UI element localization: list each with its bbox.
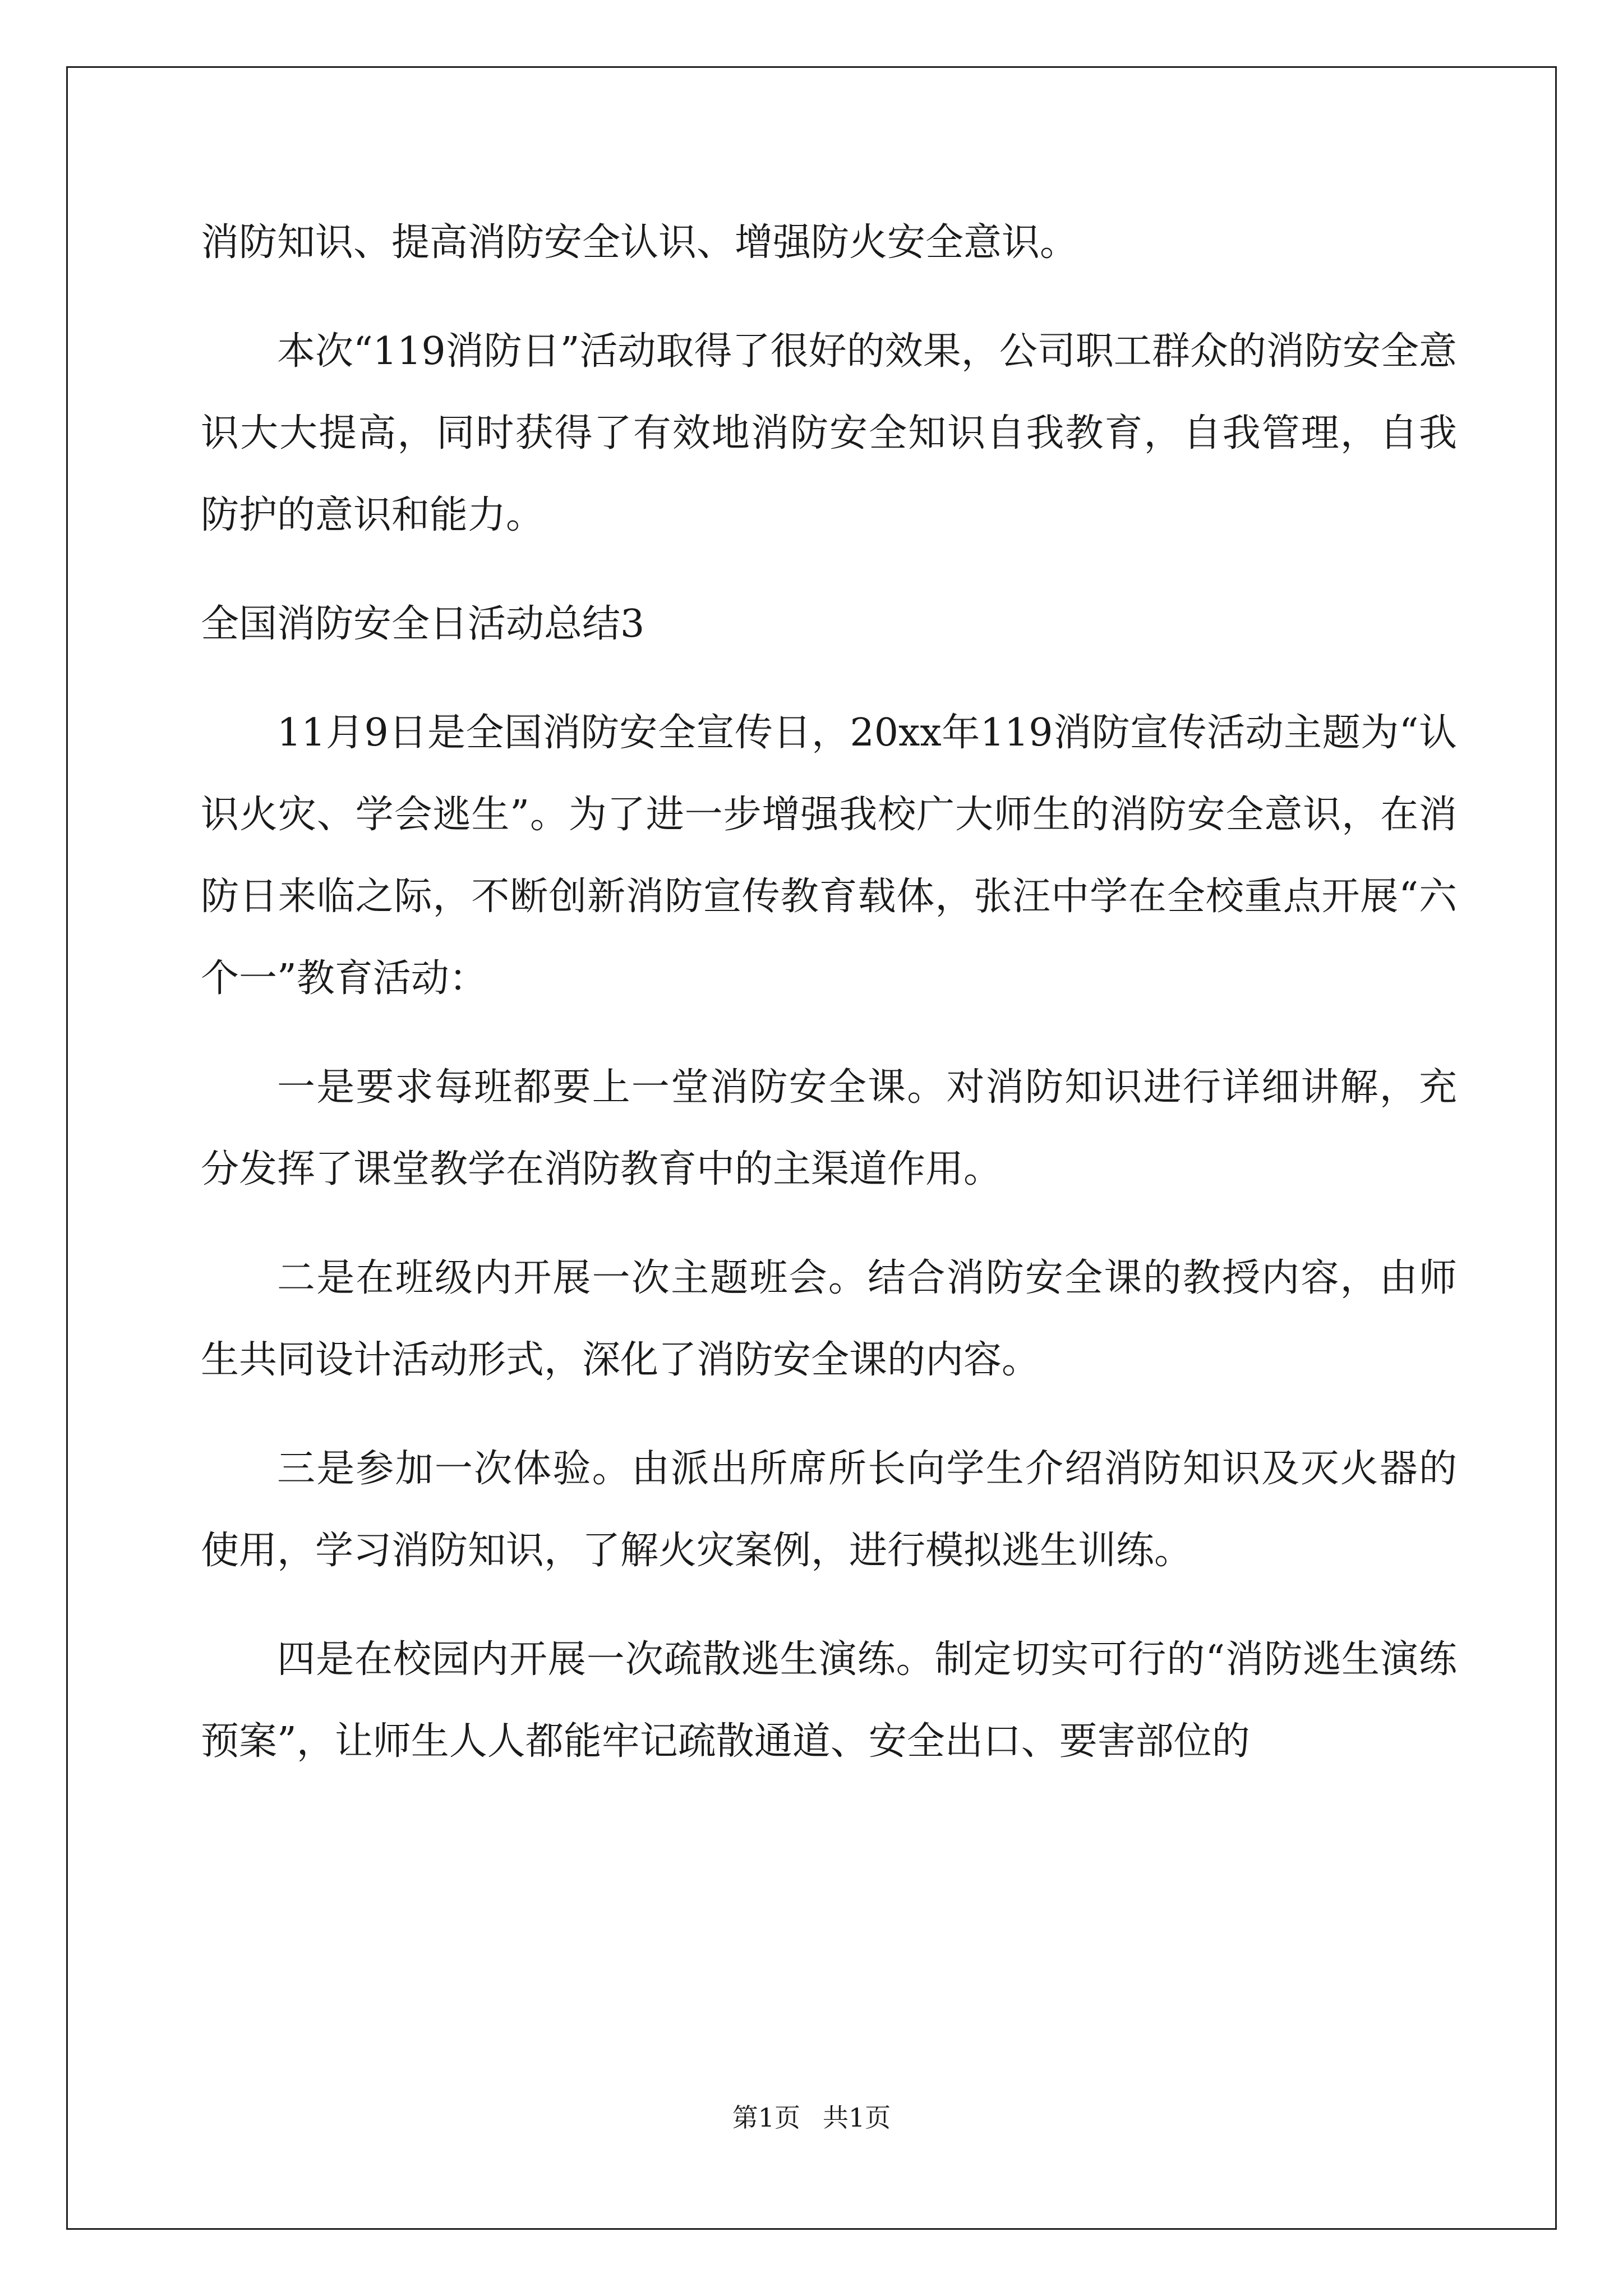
page-footer — [0, 2101, 1623, 2134]
page-number-total: 共1页 — [823, 2102, 891, 2133]
paragraph-item-1: 一是要求每班都要上一堂消防安全课。对消防知识进行详细讲解，充分发挥了课堂教学在消防教育中的主渠道作用。 — [201, 1065, 1457, 1191]
page-number-current: 第1页 — [732, 2102, 800, 2133]
paragraph-item-2: 二是在班级内开展一次主题班会。结合消防安全课的教授内容，由师生共同设计活动形式，深化了消防安全课的内容。 — [201, 1256, 1457, 1382]
paragraph-result-summary: 本次“119消防日”活动取得了很好的效果，公司职工群众的消防安全意识大大提高，同时获得了有效地消防安全知识自我教育，自我管理，自我防护的意识和能力。 — [201, 329, 1457, 537]
section-heading: 全国消防安全日活动总结3 — [201, 602, 645, 646]
paragraph-continuation: 消防知识、提高消防安全认识、增强防火安全意识。 — [201, 220, 1078, 265]
paragraph-item-4: 四是在校园内开展一次疏散逃生演练。制定切实可行的“消防逃生演练预案”，让师生人人都能牢记疏散通道、安全出口、要害部位的 — [201, 1637, 1457, 1764]
paragraph-item-3: 三是参加一次体验。由派出所席所长向学生介绍消防知识及灭火器的使用，学习消防知识，了解火灾案例，进行模拟逃生训练。 — [201, 1447, 1457, 1573]
document-body — [201, 202, 1457, 1810]
paragraph-intro: 11月9日是全国消防安全宣传日，20xx年119消防宣传活动主题为“认识火灾、学会逃生”。为了进一步增强我校广大师生的消防安全意识，在消防日来临之际，不断创新消防宣传教育载体，张汪中学在全校重点开展“六个一”教育活动： — [201, 711, 1457, 1001]
